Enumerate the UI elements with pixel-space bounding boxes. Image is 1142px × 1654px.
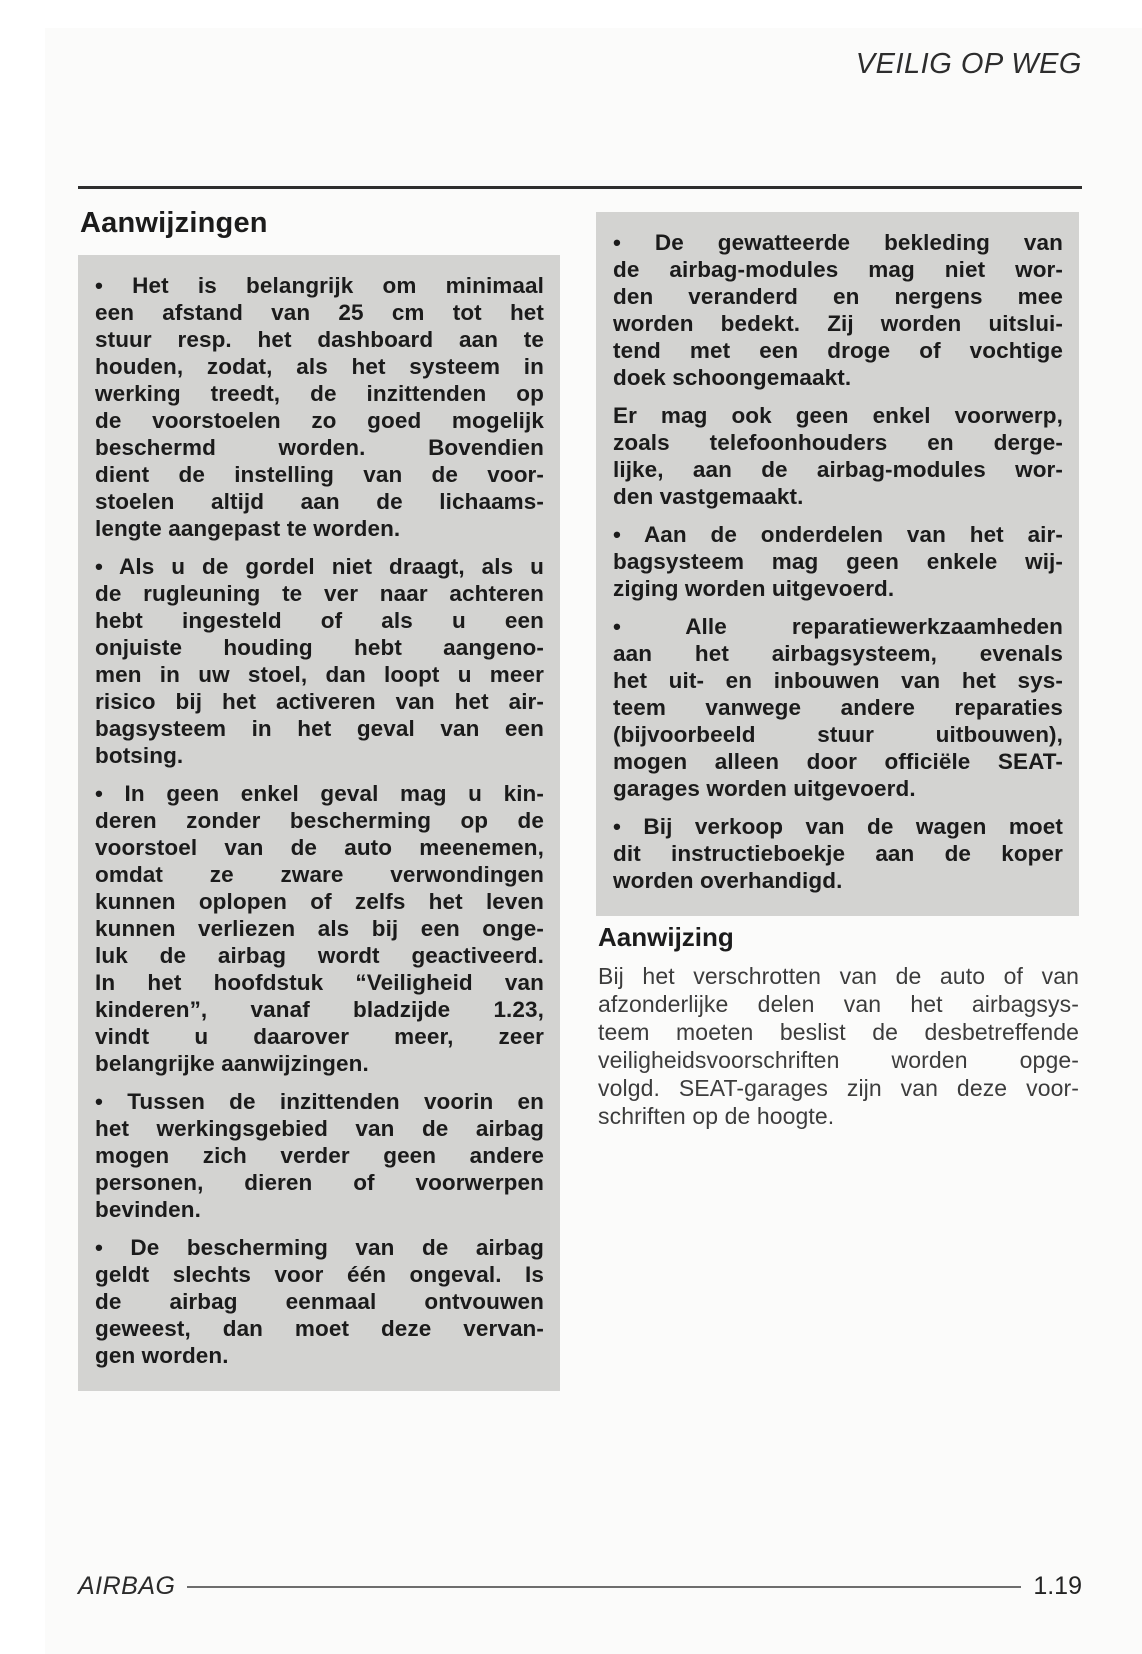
instruction-paragraph <box>613 229 1063 391</box>
text-line: vindt u daarover meer, zeer <box>95 1024 544 1049</box>
text-line: mogen zich verder geen andere <box>95 1143 544 1168</box>
text-line: tend met een droge of vochtige <box>613 338 1063 363</box>
note-paragraph <box>598 962 1079 1130</box>
text-line: het uit- en inbouwen van het sys- <box>613 668 1063 693</box>
text-line: worden bedekt. Zij worden uitslui- <box>613 311 1063 336</box>
text-line: garages worden uitgevoerd. <box>613 776 916 801</box>
text-line: lijke, aan de airbag-modules wor- <box>613 457 1063 482</box>
text-line: de voorstoelen zo goed mogelijk <box>95 408 544 433</box>
text-line: geweest, dan moet deze vervan- <box>95 1316 544 1341</box>
note-line: volgd. SEAT-garages zijn van deze voor- <box>598 1075 1079 1101</box>
text-line: • Als u de gordel niet draagt, als u <box>95 554 544 579</box>
text-line: • In geen enkel geval mag u kin- <box>95 781 544 806</box>
text-line: botsing. <box>95 743 184 768</box>
text-line: • Aan de onderdelen van het air- <box>613 522 1063 547</box>
text-line: • Het is belangrijk om minimaal <box>95 273 544 298</box>
text-line: worden overhandigd. <box>613 868 843 893</box>
text-line: • Tussen de inzittenden voorin en <box>95 1089 544 1114</box>
text-line: zoals telefoonhouders en derge- <box>613 430 1063 455</box>
instruction-paragraph <box>613 813 1063 894</box>
text-line: kinderen”, vanaf bladzijde 1.23, <box>95 997 544 1022</box>
instruction-paragraph <box>95 1234 544 1369</box>
instruction-paragraph <box>95 272 544 542</box>
text-line: de airbag-modules mag niet wor- <box>613 257 1063 282</box>
text-line: • Alle reparatiewerkzaamheden <box>613 614 1063 639</box>
text-line: een afstand van 25 cm tot het <box>95 300 544 325</box>
text-line: den veranderd en nergens mee <box>613 284 1063 309</box>
text-line: de rugleuning te ver naar achteren <box>95 581 544 606</box>
text-line: belangrijke aanwijzingen. <box>95 1051 369 1076</box>
text-line: dient de instelling van de voor- <box>95 462 544 487</box>
footer-page-number: 1.19 <box>1033 1572 1082 1600</box>
text-line: • Bij verkoop van de wagen moet <box>613 814 1063 839</box>
instruction-paragraph <box>613 521 1063 602</box>
text-line: In het hoofdstuk “Veiligheid van <box>95 970 544 995</box>
text-line: aan het airbagsysteem, evenals <box>613 641 1063 666</box>
text-line: deren zonder bescherming op de <box>95 808 544 833</box>
note-line: schriften op de hoogte. <box>598 1103 835 1129</box>
text-line: geldt slechts voor één ongeval. Is <box>95 1262 544 1287</box>
footer-chapter-label: AIRBAG <box>78 1572 176 1600</box>
text-line: Er mag ook geen enkel voorwerp, <box>613 403 1063 428</box>
text-line: teem vanwege andere reparaties <box>613 695 1063 720</box>
instruction-paragraph <box>95 553 544 769</box>
text-line: dit instructieboekje aan de koper <box>613 841 1063 866</box>
text-line: den vastgemaakt. <box>613 484 804 509</box>
text-line: (bijvoorbeeld stuur uitbouwen), <box>613 722 1063 747</box>
note-line: teem moeten beslist de desbetreffende <box>598 1019 1079 1045</box>
text-line: doek schoongemaakt. <box>613 365 852 390</box>
note-line: Bij het verschrotten van de auto of van <box>598 963 1079 989</box>
instruction-paragraph <box>95 780 544 1077</box>
text-line: beschermd worden. Bovendien <box>95 435 544 460</box>
note-line: afzonderlijke delen van het airbagsys- <box>598 991 1079 1017</box>
note-body <box>598 962 1079 1130</box>
text-line: kunnen verliezen als bij een onge- <box>95 916 544 941</box>
left-instruction-box <box>78 255 560 1391</box>
text-line: bagsysteem mag geen enkele wij- <box>613 549 1063 574</box>
left-column-heading: Aanwijzingen <box>80 207 268 239</box>
page-footer <box>78 1572 1082 1601</box>
right-instruction-box <box>596 212 1079 916</box>
text-line: • De bescherming van de airbag <box>95 1235 544 1260</box>
instruction-paragraph <box>95 1088 544 1223</box>
text-line: • De gewatteerde bekleding van <box>613 230 1063 255</box>
text-line: stuur resp. het dashboard aan te <box>95 327 544 352</box>
text-line: hebt ingesteld of als u een <box>95 608 544 633</box>
text-line: personen, dieren of voorwerpen <box>95 1170 544 1195</box>
text-line: men in uw stoel, dan loopt u meer <box>95 662 544 687</box>
text-line: bagsysteem in het geval van een <box>95 716 544 741</box>
instruction-paragraph <box>613 402 1063 510</box>
text-line: werking treedt, de inzittenden op <box>95 381 544 406</box>
text-line: houden, zodat, als het systeem in <box>95 354 544 379</box>
text-line: kunnen oplopen of zelfs het leven <box>95 889 544 914</box>
text-line: gen worden. <box>95 1343 229 1368</box>
text-line: omdat ze zware verwondingen <box>95 862 544 887</box>
page-header-title: VEILIG OP WEG <box>855 48 1082 80</box>
text-line: het werkingsgebied van de airbag <box>95 1116 544 1141</box>
text-line: bevinden. <box>95 1197 201 1222</box>
note-line: veiligheidsvoorschriften worden opge- <box>598 1047 1079 1073</box>
text-line: lengte aangepast te worden. <box>95 516 401 541</box>
text-line: de airbag eenmaal ontvouwen <box>95 1289 544 1314</box>
text-line: luk de airbag wordt geactiveerd. <box>95 943 544 968</box>
text-line: onjuiste houding hebt aangeno- <box>95 635 544 660</box>
note-heading: Aanwijzing <box>598 922 734 952</box>
text-line: ziging worden uitgevoerd. <box>613 576 895 601</box>
text-line: risico bij het activeren van het air- <box>95 689 544 714</box>
instruction-paragraph <box>613 613 1063 802</box>
text-line: voorstoel van de auto meenemen, <box>95 835 544 860</box>
header-divider <box>78 186 1082 189</box>
text-line: mogen alleen door officiële SEAT- <box>613 749 1063 774</box>
footer-divider-line <box>187 1586 1021 1588</box>
text-line: stoelen altijd aan de lichaams- <box>95 489 544 514</box>
